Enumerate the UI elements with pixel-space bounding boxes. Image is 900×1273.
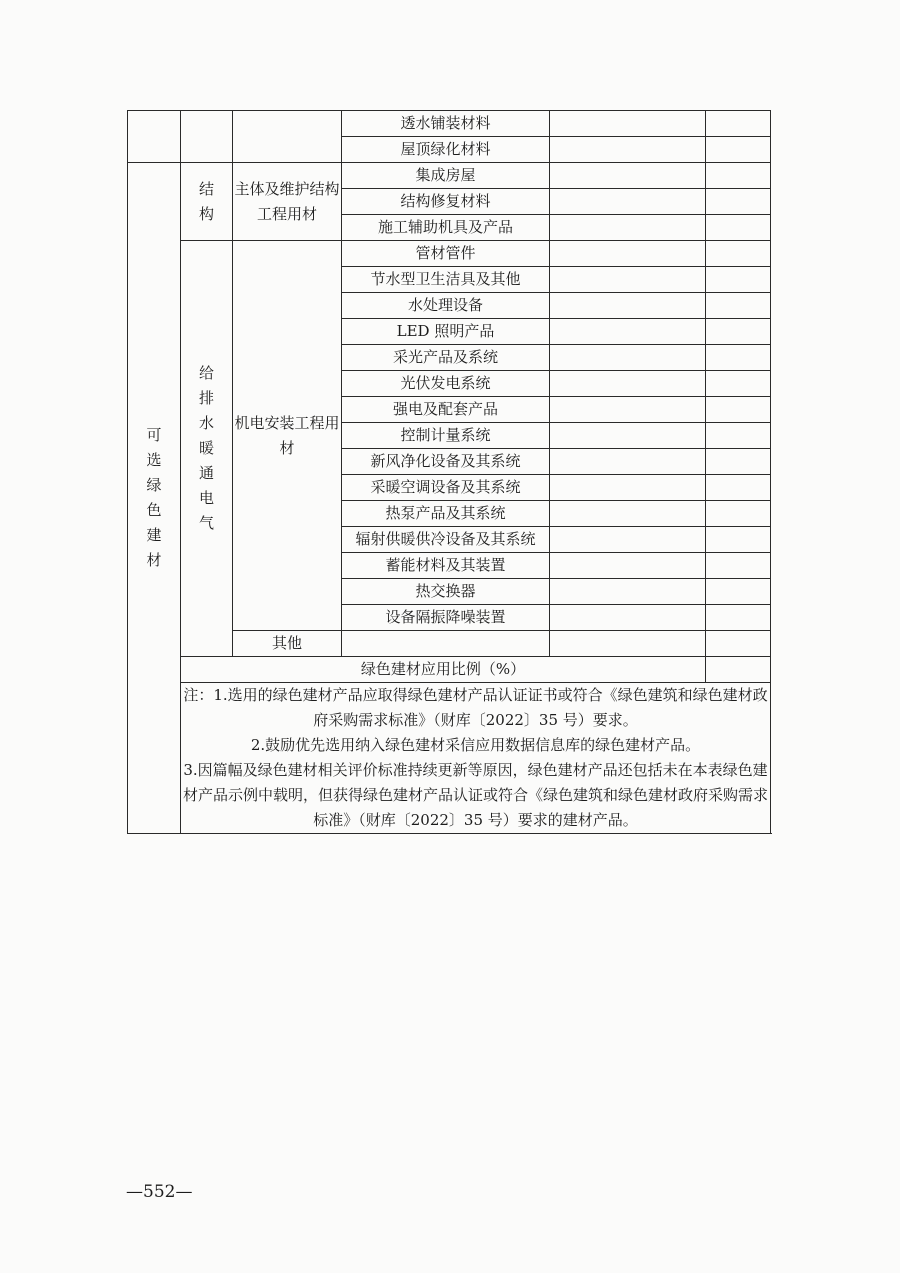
note-1: 注：1.选用的绿色建材产品应取得绿色建材产品认证证书或符合《绿色建筑和绿色建材政府采购需求标准》（财库〔2022〕35 号）要求。 — [183, 686, 768, 729]
item-cell: LED 照明产品 — [342, 319, 550, 345]
ratio-label: 绿色建材应用比例（%） — [181, 657, 706, 683]
other-label: 其他 — [233, 631, 342, 657]
table-row — [128, 163, 771, 189]
mep-subcategory: 机电安装工程用材 — [233, 241, 342, 631]
item-cell: 蓄能材料及其装置 — [342, 553, 550, 579]
item-cell: 强电及配套产品 — [342, 397, 550, 423]
item-cell: 热交换器 — [342, 579, 550, 605]
item-cell: 透水铺装材料 — [342, 111, 550, 137]
item-cell: 光伏发电系统 — [342, 371, 550, 397]
note-3: 3.因篇幅及绿色建材相关评价标准持续更新等原因，绿色建材产品还包括未在本表绿色建材产品示例中载明，但获得绿色建材产品认证或符合《绿色建筑和绿色建材政府采购需求标准》（财库〔2022〕35 号）要求的建材产品。 — [182, 761, 768, 829]
item-cell: 节水型卫生洁具及其他 — [342, 267, 550, 293]
item-cell: 水处理设备 — [342, 293, 550, 319]
table-row — [128, 241, 771, 267]
table-row — [128, 111, 771, 137]
structure-label: 结 构 — [181, 163, 233, 241]
page-number: —552— — [126, 1182, 193, 1202]
item-cell: 新风净化设备及其系统 — [342, 449, 550, 475]
item-cell: 热泵产品及其系统 — [342, 501, 550, 527]
green-materials-table — [127, 110, 771, 834]
item-cell: 施工辅助机具及产品 — [342, 215, 550, 241]
mep-label: 给 排 水 暖 通 电 气 — [181, 241, 233, 657]
item-cell: 采光产品及系统 — [342, 345, 550, 371]
optional-green-materials-label: 可 选 绿 色 建 材 — [128, 163, 181, 834]
item-cell: 设备隔振降噪装置 — [342, 605, 550, 631]
item-cell: 控制计量系统 — [342, 423, 550, 449]
item-cell: 管材管件 — [342, 241, 550, 267]
item-cell: 采暖空调设备及其系统 — [342, 475, 550, 501]
item-cell: 集成房屋 — [342, 163, 550, 189]
structure-subcategory: 主体及维护结构工程用材 — [233, 163, 342, 241]
note-2: 2.鼓励优先选用纳入绿色建材采信应用数据信息库的绿色建材产品。 — [250, 736, 701, 754]
notes-row — [128, 683, 771, 834]
notes-cell — [181, 683, 771, 834]
item-cell: 辐射供暖供冷设备及其系统 — [342, 527, 550, 553]
item-cell: 结构修复材料 — [342, 189, 550, 215]
table-row — [128, 657, 771, 683]
item-cell: 屋顶绿化材料 — [342, 137, 550, 163]
